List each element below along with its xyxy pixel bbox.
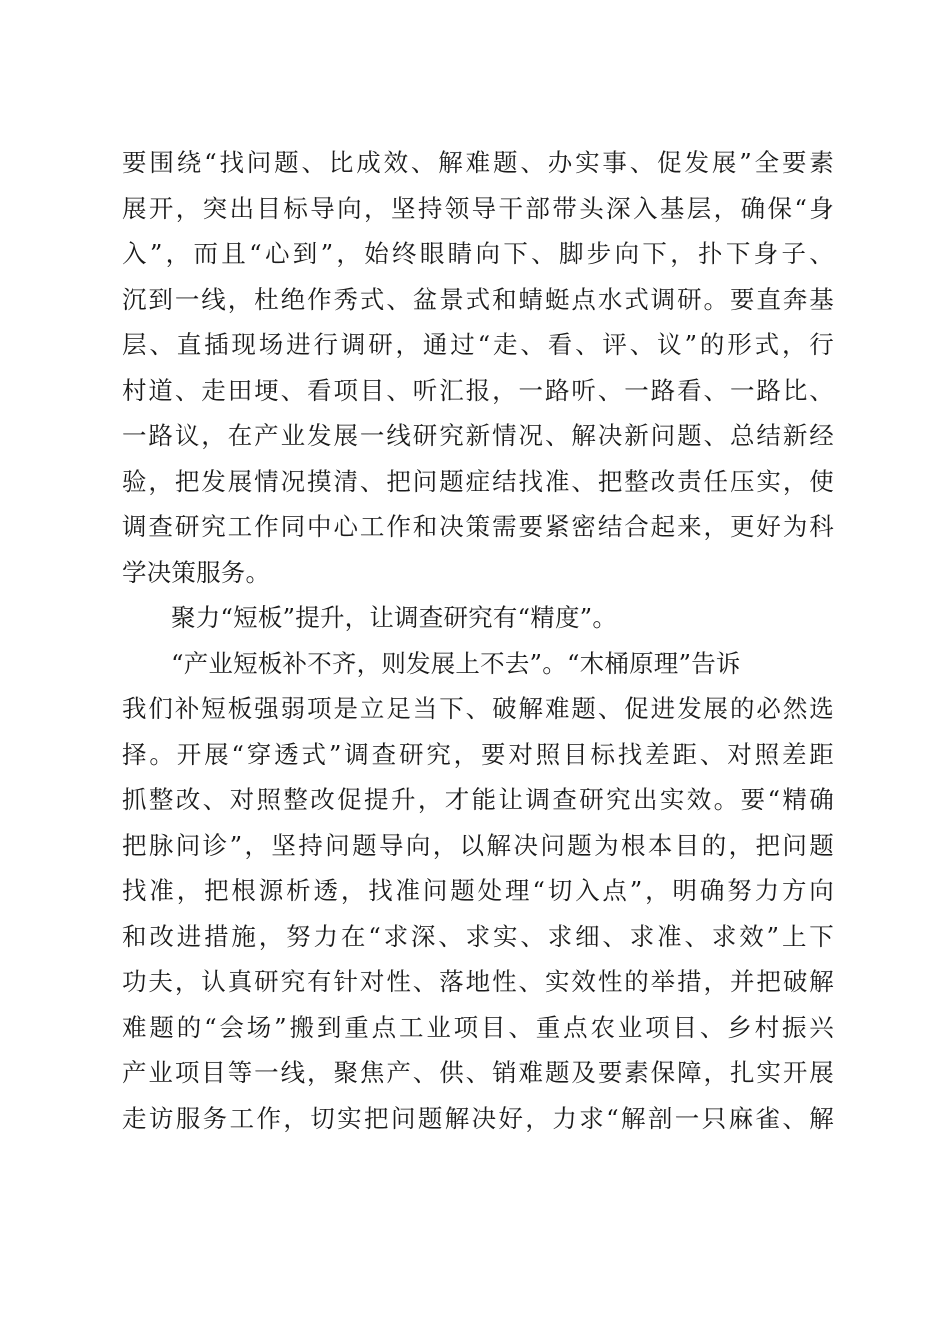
text-line: 把脉问诊”，坚持问题导向，以解决问题为根本目的，把问题	[122, 830, 834, 860]
text-line: 难题的“会场”搬到重点工业项目、重点农业项目、乡村振兴	[122, 1012, 834, 1042]
text-line: 学决策服务。	[122, 557, 271, 587]
text-line: 一路议，在产业发展一线研究新情况、解决新问题、总结新经	[122, 421, 834, 450]
text-line: 我们补短板强弱项是立足当下、破解难题、促进发展的必然选	[122, 694, 834, 723]
text-line: 层、直插现场进行调研，通过“走、看、评、议”的形式，行	[122, 330, 834, 359]
text-line: 和改进措施，努力在“求深、求实、求细、求准、求效”上下	[122, 921, 834, 951]
text-line: 入”，而且“心到”，始终眼睛向下、脚步向下，扑下身子、	[122, 239, 834, 268]
text-line: 抓整改、对照整改促提升，才能让调查研究出实效。要“精确	[122, 785, 834, 814]
text-line: 展开，突出目标导向，坚持领导干部带头深入基层，确保“身	[122, 193, 834, 223]
text-line: 产业项目等一线，聚焦产、供、销难题及要素保障，扎实开展	[122, 1058, 834, 1087]
text-line: 沉到一线，杜绝作秀式、盆景式和蜻蜓点水式调研。要直奔基	[122, 284, 834, 314]
text-line: 村道、走田埂、看项目、听汇报，一路听、一路看、一路比、	[122, 375, 834, 405]
text-line: 功夫，认真研究有针对性、落地性、实效性的举措，并把破解	[122, 967, 834, 996]
text-line: 走访服务工作，切实把问题解决好，力求“解剖一只麻雀、解	[122, 1103, 834, 1133]
text-line: 验，把发展情况摸清、把问题症结找准、把整改责任压实，使	[122, 466, 834, 496]
text-line: 调查研究工作同中心工作和决策需要紧密结合起来，更好为科	[122, 512, 834, 541]
text-line: 择。开展“穿透式”调查研究，要对照目标找差距、对照差距	[122, 739, 834, 769]
text-line: 要围绕“找问题、比成效、解难题、办实事、促发展”全要素	[122, 148, 834, 177]
body-text	[122, 140, 834, 1141]
text-line: “产业短板补不齐，则发展上不去”。“木桶原理”告诉	[171, 648, 741, 678]
text-line: 找准，把根源析透，找准问题处理“切入点”，明确努力方向	[122, 876, 834, 905]
section-heading: 聚力“短板”提升，让调查研究有“精度”。	[171, 603, 618, 632]
